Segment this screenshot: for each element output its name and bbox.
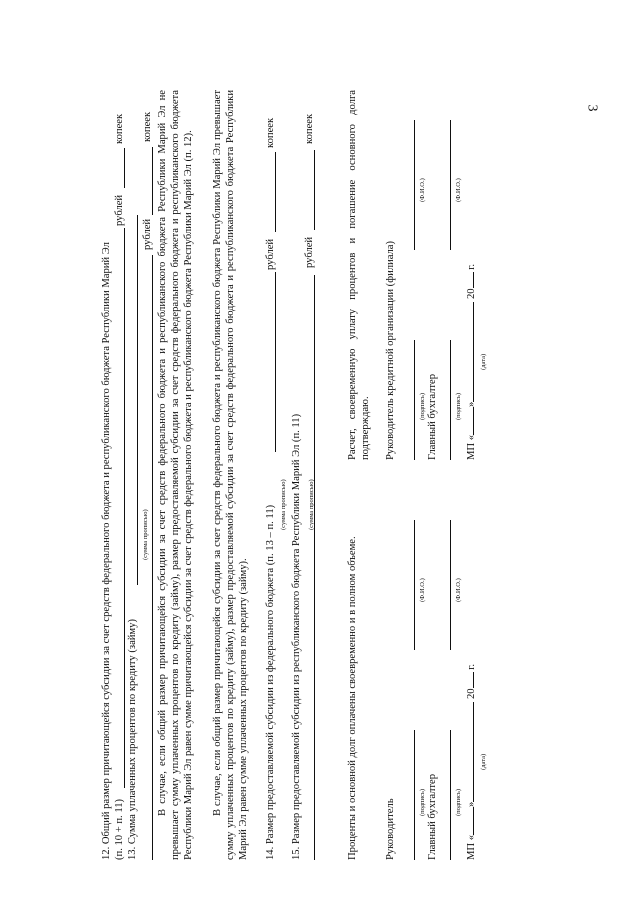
borrower-day-line (463, 807, 474, 835)
item-12-rubles-label: рублей (114, 194, 125, 226)
item-15-caption: (сумма прописью) (308, 479, 315, 530)
paragraph-case-1: В случае, если общий размер причитающейся субсидии за счет средств федерального бюджета и республиканского бюджета Республики Марий Эл не превышает сумму уплаченных процентов по кредиту (займу), размер предоставляемой субсидии за счет средств федерального бюджета и республиканского бюджета Республики Марий Эл равен сумме причитающейся субсидии за счет средств федерального бюджета и республиканского бюджета Республики Марий Эл (п. 12). (157, 90, 195, 860)
borrower-accountant-sign-caption: (подпись) (455, 789, 462, 816)
item-13-amount-line (137, 215, 138, 585)
bank-year-line (463, 272, 474, 288)
borrower-head-sign-line (414, 730, 415, 860)
borrower-head-fio-caption: (Ф.И.О.) (419, 578, 426, 602)
bank-year-prefix: 20 (466, 288, 477, 300)
item-13-caption: (сумма прописью) (142, 509, 149, 560)
item-13-title: 13. Сумма уплаченных процентов по кредиту (займу) (127, 619, 138, 860)
paragraph-case-2: В случае, если общий размер причитающейся субсидии за счет средств федерального бюджета и республиканского бюджета Республики Марий Эл превышает сумму уплаченных процентов по кредиту (займу), размер предоставляемой субсидии за счет средств федерального бюджета и республиканского бюджета Республики Марий Эл равен сумме уплаченных процентов по кредиту (займу). (212, 90, 250, 860)
borrower-date-caption: (дата) (480, 753, 487, 770)
borrower-accountant-fio-line (450, 520, 451, 650)
form-content (100, 90, 530, 860)
bank-date-caption: (дата) (480, 353, 487, 370)
item-14-title: 14. Размер предоставляемой субсидии из федерального бюджета (п. 13 – п. 11) (265, 504, 276, 860)
bank-accountant-sign-line (450, 340, 451, 460)
bank-date-row (463, 264, 478, 460)
item-12-formula: (п. 10 + п. 11) (114, 798, 125, 860)
item-14-amount-line (275, 272, 276, 452)
item-14-kopecks-label: копеек (265, 117, 276, 148)
bank-head-sign-line (414, 340, 415, 460)
item-14-kopecks-line (275, 152, 276, 232)
bank-head-fio-line (414, 120, 415, 250)
borrower-head-fio-line (414, 520, 415, 650)
bank-day-line (463, 407, 474, 435)
page-number: 3 (584, 104, 600, 112)
borrower-month-line (463, 702, 474, 802)
bank-head-fio-caption: (Ф.И.О.) (419, 178, 426, 202)
borrower-accountant-fio-caption: (Ф.И.О.) (455, 578, 462, 602)
borrower-head-label: Руководитель (385, 798, 396, 860)
bank-confirmation-text: Расчет, своевременную уплату процентов и погашение основного долга подтверждаю. (347, 90, 372, 460)
bank-accountant-label: Главный бухгалтер (427, 373, 438, 460)
borrower-mp-label: МП « (466, 834, 477, 860)
item-12-title: 12. Общий размер причитающейся субсидии за счет средств федерального бюджета и республиканского бюджета Республики Марий Эл (101, 242, 112, 860)
borrower-year-prefix: 20 (466, 688, 477, 700)
bank-head-sign-caption: (подпись) (419, 393, 426, 420)
bank-month-line (463, 302, 474, 402)
item-14-rubles-label: рублей (265, 238, 276, 270)
bank-accountant-sign-caption: (подпись) (455, 393, 462, 420)
item-15-kopecks-label: копеек (304, 113, 315, 144)
borrower-quote-close: » (466, 801, 477, 807)
item-15-kopecks-line (314, 150, 315, 230)
bank-mp-label: МП « (466, 434, 477, 460)
borrower-accountant-sign-line (450, 730, 451, 860)
item-13-kopecks-label: копеек (142, 111, 153, 142)
bank-head-label: Руководитель кредитной организации (филиала) (385, 240, 396, 460)
bank-accountant-fio-line (450, 120, 451, 250)
bank-accountant-fio-caption: (Ф.И.О.) (455, 178, 462, 202)
borrower-year-suffix: г. (466, 663, 477, 670)
bank-quote-close: » (466, 401, 477, 407)
item-12-kopecks-label: копеек (114, 113, 125, 144)
borrower-accountant-label: Главный бухгалтер (427, 773, 438, 860)
borrower-head-sign-caption: (подпись) (419, 789, 426, 816)
item-13-rubles-label: рублей (142, 218, 153, 250)
bank-year-suffix: г. (466, 263, 477, 270)
item-15-title: 15. Размер предоставляемой субсидии из республиканского бюджета Республики Марий Эл (п. 11) (291, 413, 302, 860)
item-15-amount-line (314, 275, 315, 860)
borrower-year-line (463, 672, 474, 688)
item-12-kopecks-line (124, 148, 125, 188)
item-12-amount-line (124, 228, 125, 788)
item-14-caption: (сумма прописью) (280, 479, 287, 530)
item-15-rubles-label: рублей (304, 236, 315, 268)
borrower-confirmation-text: Проценты и основной долг оплачены своевременно и в полном объеме. (347, 536, 358, 860)
borrower-date-row (463, 664, 478, 860)
item-13-kopecks-line (152, 147, 153, 215)
